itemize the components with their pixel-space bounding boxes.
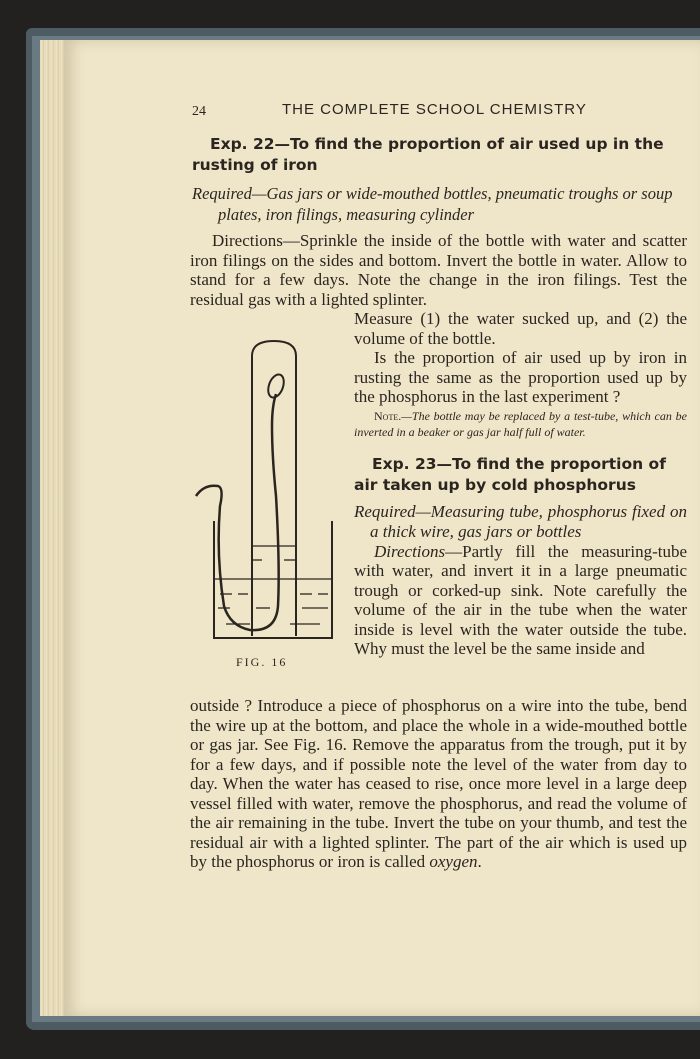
exp23-directions-text: —Partly fill the measuring-tube with water, and invert it in a large pneumatic trough or corked-up sink. Note carefully the volume of the air in the tube when the water inside is level with the water outside the tube. Why must the level be the same inside and	[354, 541, 687, 658]
exp22-required: Required—Gas jars or wide-mouthed bottles, pneumatic troughs or soup plates, iron filings, measuring cylinder	[192, 184, 673, 224]
exp23-required: Required—Measuring tube, phosphorus fixed on a thick wire, gas jars or bottles	[354, 501, 687, 541]
exp23-directions-continued	[190, 696, 687, 872]
note-text: —The bottle may be replaced by a test-tube, which can be inverted in a beaker or gas jar half full of water.	[354, 408, 687, 439]
exp22-title: Exp. 22—To find the proportion of air used up in the rusting of iron	[192, 135, 664, 174]
running-title: THE COMPLETE SCHOOL CHEMISTRY	[282, 101, 587, 118]
page-number: 24	[192, 104, 206, 119]
exp22-directions: Directions—Sprinkle the inside of the bottle with water and scatter iron filings on the sides and bottom. Invert the bottle in water. Allow to stand for a few days. Note the change in the iron filings. Test the residual gas with a lighted splinter.	[190, 231, 687, 309]
final-punct: .	[477, 852, 482, 871]
exp22-note	[354, 408, 687, 440]
exp22-question: Is the proportion of air used up by iron in rusting the same as the proportion used up by the phosphorus in the last experiment ?	[354, 348, 687, 406]
note-label: Note.	[374, 408, 402, 423]
exp23-directions	[354, 542, 687, 659]
right-column	[354, 309, 687, 659]
measuring-tube	[252, 341, 296, 636]
exp23-directions-wide-text: outside ? Introduce a piece of phosphorus on a wire into the tube, bend the wire up at the bottom, and place the whole in a wide-mouthed bottle or gas jar. See Fig. 16. Remove the apparatus from the trough, put it by for a few days, and if possible note the level of the water from day to day. When the water has ceased to rise, once more level in a large deep vessel filled with water, remove the phosphorus, and read the volume of the air remaining in the tube. Invert the tube on your thumb, and test the residual air with a lighted splinter. The part of the air which is used up by the phosphorus or iron is called	[190, 696, 687, 871]
figure-caption: FIG. 16	[236, 655, 288, 669]
fig16-apparatus-illustration	[190, 336, 340, 648]
phosphorus-wire	[196, 394, 279, 630]
oxygen-term: oxygen	[429, 852, 478, 871]
exp22-directions-continued: Measure (1) the water sucked up, and (2) the volume of the bottle.	[354, 309, 687, 348]
exp23-title: Exp. 23—To find the proportion of air taken up by cold phosphorus	[354, 454, 666, 494]
directions-label: Directions	[374, 541, 446, 561]
